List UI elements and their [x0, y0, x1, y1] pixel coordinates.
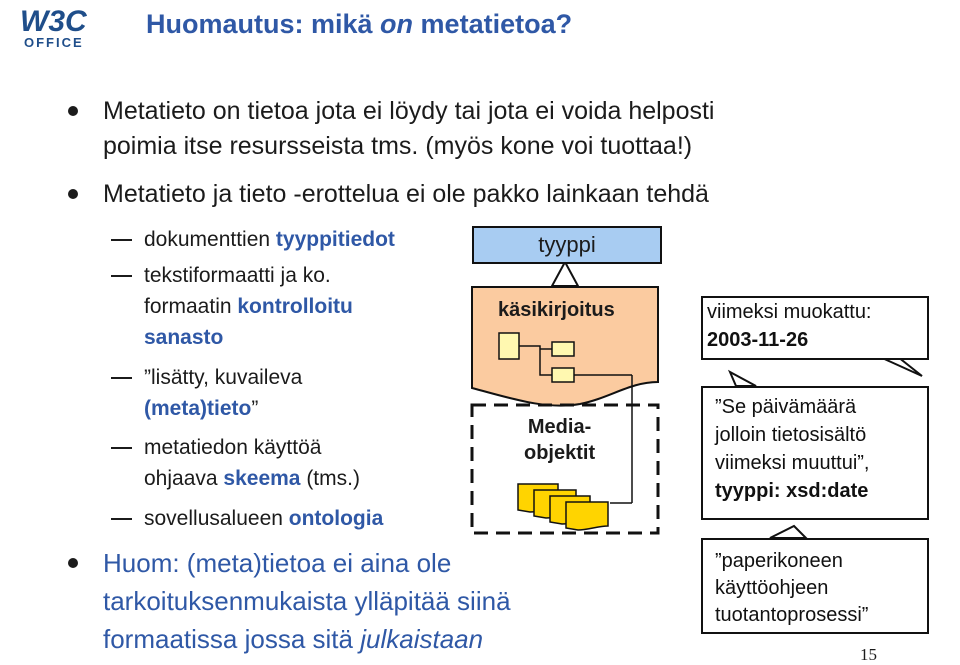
note-line-2: tarkoituksenmukaista ylläpitää siinä — [103, 586, 511, 616]
bullet-icon — [68, 189, 78, 199]
bullet-1-line-2: poimia itse resursseista tms. (myös kone voi tuottaa!) — [103, 132, 693, 160]
manuscript-doc-icon — [499, 333, 519, 359]
callout-text: ”paperikoneen — [715, 550, 843, 572]
bullet-2-line-1: Metatieto ja tieto -erottelua ei ole pakko lainkaan tehdä — [103, 180, 709, 208]
page-title: Huomautus: mikä on metatietoa? — [146, 9, 573, 39]
logo-office-text: OFFICE — [24, 35, 84, 50]
manuscript-item-icon — [552, 342, 574, 356]
callout-type: tyyppi: xsd:date — [715, 480, 869, 502]
sub-bullet-text-format-line-1: tekstiformaatti ja ko. — [144, 264, 331, 287]
callout-date: 2003-11-26 — [707, 329, 809, 351]
manuscript-item-icon — [552, 368, 574, 382]
callout-text: tuotantoprosessi” — [715, 604, 869, 626]
callout-text: viimeksi muuttui”, — [715, 452, 870, 474]
bullet-icon — [68, 106, 78, 116]
sub-bullet-usage-line-1: metatiedon käyttöä — [144, 436, 322, 459]
media-document-stack — [518, 484, 608, 530]
bullet-icon — [68, 558, 78, 568]
sub-bullet-document-types: dokumenttien tyyppitiedot — [144, 228, 395, 251]
callout-text: ”Se päivämäärä — [715, 396, 857, 418]
callout-text: jolloin tietosisältö — [715, 424, 867, 446]
logo-w3c-text: W3C — [20, 5, 87, 38]
callout-pointer — [730, 372, 756, 386]
callout-pointer — [770, 526, 806, 538]
sub-bullet-added-line-2: (meta)tieto” — [144, 397, 259, 420]
inheritance-triangle — [552, 262, 578, 286]
sub-bullet-usage-line-2: ohjaava skeema (tms.) — [144, 467, 360, 490]
sub-bullet-ontology: sovellusalueen ontologia — [144, 507, 384, 530]
bullet-1-line-1: Metatieto on tietoa jota ei löydy tai jota ei voida helposti — [103, 97, 715, 125]
manuscript-label: käsikirjoitus — [498, 299, 615, 321]
note-line-3: formaatissa jossa sitä julkaistaan — [103, 624, 484, 654]
callout-text: viimeksi muokattu: — [707, 301, 872, 323]
page-number: 15 — [860, 645, 877, 664]
sub-bullet-text-format-line-3: sanasto — [144, 326, 224, 349]
last-modified-callout — [701, 296, 929, 360]
sub-bullet-added-line-1: ”lisätty, kuvaileva — [144, 366, 303, 389]
media-objects-label: Media- objektit — [524, 416, 596, 464]
type-box: tyyppi — [472, 226, 662, 264]
manual-process-callout — [701, 538, 929, 634]
note-line-1: Huom: (meta)tietoa ei aina ole — [103, 548, 452, 578]
date-definition-callout — [701, 386, 929, 520]
sub-bullet-text-format-line-2: formaatin kontrolloitu — [144, 295, 353, 318]
callout-text: käyttöohjeen — [715, 577, 829, 599]
